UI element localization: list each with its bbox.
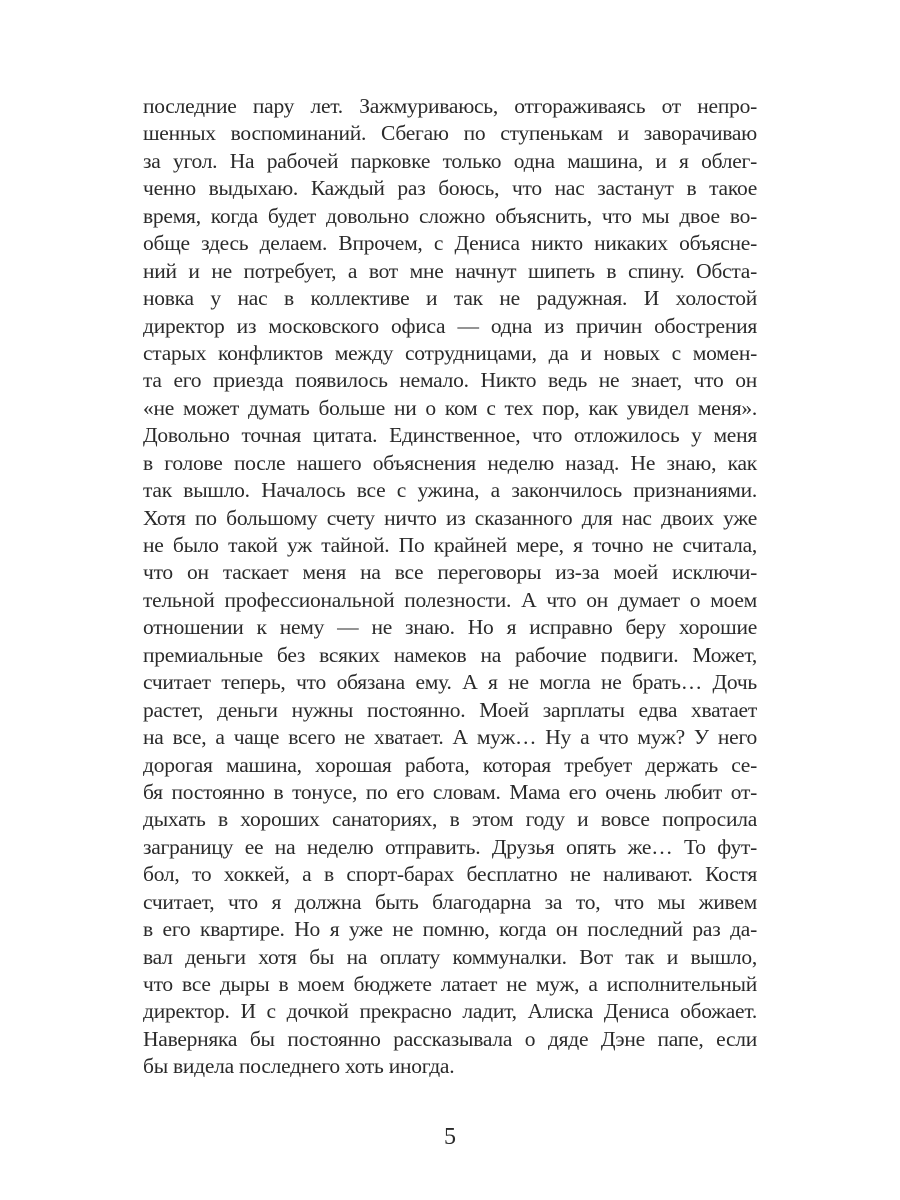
text-line: та его приезда появилось немало. Никто ведь не знает, что он (143, 368, 757, 393)
text-line: считает теперь, что обязана ему. А я не могла не брать… Дочь (143, 670, 757, 695)
text-line: бя постоянно в тонусе, по его словам. Мама его очень любит от- (143, 779, 757, 804)
text-line: премиальные без всяких намеков на рабочие подвиги. Может, (143, 642, 757, 667)
text-line: ний и не потребует, а вот мне начнут шипеть в спину. Обста- (143, 258, 757, 283)
text-line: время, когда будет довольно сложно объяснить, что мы двое во- (143, 203, 757, 228)
text-line: директор из московского офиса — одна из причин обострения (143, 313, 757, 338)
page-number: 5 (444, 1124, 456, 1150)
text-line: бол, то хоккей, а в спорт-барах бесплатно не наливают. Костя (143, 862, 757, 887)
text-line: Наверняка бы постоянно рассказывала о дяде Дэне папе, если (143, 1026, 757, 1051)
text-line: что все дыры в моем бюджете латает не муж, а исполнительный (143, 972, 757, 996)
page-body-text (143, 93, 757, 1081)
text-line: дорогая машина, хорошая работа, которая требует держать се- (143, 752, 757, 777)
text-line: считает, что я должна быть благодарна за то, что мы живем (143, 889, 757, 914)
text-line: в его квартире. Но я уже не помню, когда он последний раз да- (143, 917, 757, 942)
text-line: ченно выдыхаю. Каждый раз боюсь, что нас застанут в такое (143, 176, 757, 201)
text-line: Хотя по большому счету ничто из сказанного для нас двоих уже (143, 505, 757, 530)
text-line: старых конфликтов между сотрудницами, да и новых с момен- (143, 340, 757, 365)
text-line: обще здесь делаем. Впрочем, с Дениса никто никаких объясне- (143, 231, 757, 256)
text-line: вал деньги хотя бы на оплату коммуналки. Вот так и вышло, (143, 944, 757, 969)
text-line: в голове после нашего объяснения неделю назад. Не знаю, как (143, 450, 757, 475)
text-line: последние пару лет. Зажмуриваюсь, отгораживаясь от непро- (143, 94, 757, 118)
text-line: новка у нас в коллективе и так не радужная. И холостой (143, 286, 757, 311)
text-line: директор. И с дочкой прекрасно ладит, Алиска Дениса обожает. (143, 999, 757, 1024)
text-line: заграницу ее на неделю отправить. Друзья опять же… То фут- (143, 834, 757, 859)
text-line: дыхать в хороших санаториях, в этом году и вовсе попросила (143, 807, 757, 832)
text-line: за угол. На рабочей парковке только одна машина, и я облег- (143, 148, 757, 173)
text-line: что он таскает меня на все переговоры из-за моей исключи- (143, 560, 757, 585)
text-line: Довольно точная цитата. Единственное, что отложилось у меня (143, 423, 757, 448)
text-line: отношении к нему — не знаю. Но я исправно беру хорошие (143, 615, 757, 640)
text-line: «не может думать больше ни о ком с тех пор, как увидел меня». (143, 395, 757, 420)
text-line: бы видела последнего хоть иногда. (143, 1054, 455, 1079)
text-line: на все, а чаще всего не хватает. А муж… Ну а что муж? У него (143, 725, 757, 750)
text-line: не было такой уж тайной. По крайней мере, я точно не считала, (143, 533, 757, 557)
text-line: растет, деньги нужны постоянно. Моей зарплаты едва хватает (143, 697, 757, 722)
text-line: шенных воспоминаний. Сбегаю по ступенькам и заворачиваю (143, 121, 757, 146)
text-line: тельной профессиональной полезности. А что он думает о моем (143, 587, 757, 612)
text-line: так вышло. Началось все с ужина, а закончилось признаниями. (143, 478, 757, 503)
